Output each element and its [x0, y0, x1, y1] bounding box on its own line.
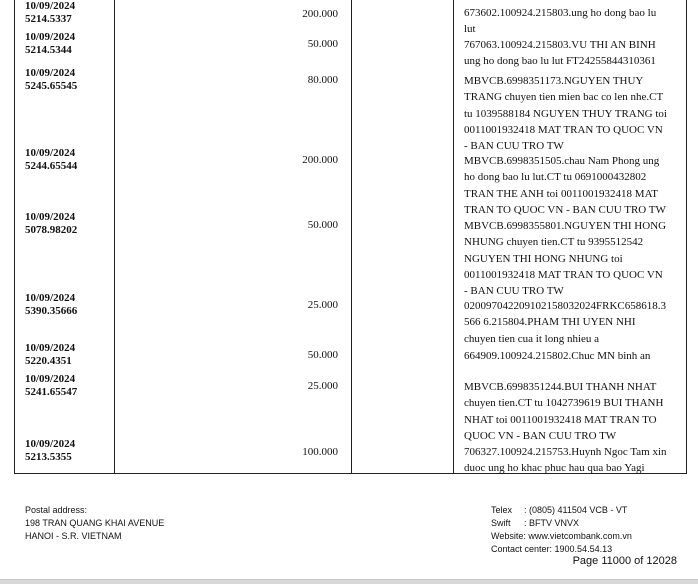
- description-cell: MBVCB.6998351173.NGUYEN THUY TRANG chuyen tien mien bac co len nhe.CT tu 1039588184 NGUYEN THUY TRANG toi 0011001932418 MAT TRAN TO QUOC VN - BAN CUU TRO TW: [464, 75, 667, 153]
- transaction-ref: 5244.65544: [25, 160, 78, 172]
- telex-line: [491, 504, 632, 517]
- swift-value: : BFTV VNVX: [524, 518, 580, 528]
- page-footer: [0, 474, 698, 584]
- description-cell: MBVCB.6998355801.NGUYEN THI HONG NHUNG chuyen tien.CT tu 9395512542 NGUYEN THI HONG NHUNG toi 0011001932418 MAT TRAN TO QUOC VN - BAN CUU TRO TW: [464, 220, 667, 298]
- transaction-ref: 5245.65545: [25, 80, 78, 92]
- telex-value: : (0805) 411504 VCB - VT: [524, 505, 628, 515]
- swift-label: Swift: [491, 518, 511, 528]
- postal-label: Postal address:: [25, 505, 88, 515]
- amount-cell: 25.000: [307, 299, 338, 311]
- transaction-ref: 5214.5337: [25, 13, 72, 25]
- transaction-ref: 5213.5355: [25, 451, 72, 463]
- amount-cell: 50.000: [307, 219, 338, 231]
- contact-info: [491, 504, 632, 556]
- address-line-1: 198 TRAN QUANG KHAI AVENUE: [25, 518, 165, 528]
- transaction-table: [14, 0, 687, 474]
- date-ref-cell: [25, 438, 75, 464]
- date-ref-cell: [25, 342, 75, 368]
- transaction-date: 10/09/2024: [25, 373, 76, 385]
- transaction-date: 10/09/2024: [25, 147, 76, 159]
- column-divider: [453, 0, 454, 473]
- amount-cell: 200.000: [302, 154, 338, 166]
- bottom-bar: [0, 579, 698, 584]
- amount-cell: 50.000: [307, 38, 338, 50]
- amount-cell: 80.000: [307, 74, 338, 86]
- description-cell: MBVCB.6998351505.chau Nam Phong ung ho dong bao lu lut.CT tu 0691000432802 TRAN THE ANH toi 0011001932418 MAT TRAN TO QUOC VN - BAN CUU TRO TW: [464, 155, 666, 216]
- description-cell: 767063.100924.215803.VU THI AN BINH ung ho dong bao lu lut FT24255844310361: [464, 39, 656, 68]
- contact-center: Contact center: 1900.54.54.13: [491, 544, 613, 554]
- transaction-date: 10/09/2024: [25, 0, 76, 12]
- description-cell: MBVCB.6998351244.BUI THANH NHAT chuyen tien.CT tu 1042739619 BUI THANH NHAT toi 0011001932418 MAT TRAN TO QUOC VN - BAN CUU TRO TW: [464, 381, 664, 442]
- amount-cell: 25.000: [307, 380, 338, 392]
- amount-cell: 100.000: [302, 446, 338, 458]
- address-line-2: HANOI - S.R. VIETNAM: [25, 531, 122, 541]
- date-ref-cell: [25, 292, 77, 318]
- transaction-date: 10/09/2024: [25, 342, 76, 354]
- amount-cell: 200.000: [302, 8, 338, 20]
- transaction-ref: 5241.65547: [25, 386, 78, 398]
- transaction-date: 10/09/2024: [25, 67, 76, 79]
- amount-cell: 50.000: [307, 349, 338, 361]
- transaction-date: 10/09/2024: [25, 31, 76, 43]
- transaction-date: 10/09/2024: [25, 438, 76, 450]
- description-cell: 673602.100924.215803.ung ho dong bao lu lut: [464, 7, 657, 36]
- website: Website: www.vietcombank.com.vn: [491, 531, 632, 541]
- description-cell: 664909.100924.215802.Chuc MN binh an: [464, 350, 651, 362]
- date-ref-cell: [25, 67, 77, 93]
- transaction-ref: 5220.4351: [25, 355, 72, 367]
- column-divider: [351, 0, 352, 473]
- telex-label: Telex: [491, 505, 513, 515]
- transaction-date: 10/09/2024: [25, 292, 76, 304]
- column-divider: [114, 0, 115, 473]
- date-ref-cell: [25, 211, 77, 237]
- transaction-ref: 5214.5344: [25, 44, 72, 56]
- page-number: Page 11000 of 12028: [572, 555, 677, 567]
- postal-address: [25, 504, 164, 543]
- transaction-date: 10/09/2024: [25, 211, 76, 223]
- swift-line: [491, 517, 632, 530]
- date-ref-cell: [25, 373, 77, 399]
- description-cell: 706327.100924.215753.Huynh Ngoc Tam xin duoc ung ho khac phuc hau qua bao Yagi: [464, 446, 667, 475]
- date-ref-cell: [25, 147, 77, 173]
- description-cell: 020097042209102158032024FRKC658618.3566 6.215804.PHAM THI UYEN NHI chuyen tien cua it long nhieu a: [464, 300, 666, 345]
- transaction-ref: 5390.35666: [25, 305, 78, 317]
- date-ref-cell: [25, 0, 75, 26]
- transaction-ref: 5078.98202: [25, 224, 78, 236]
- date-ref-cell: [25, 31, 75, 57]
